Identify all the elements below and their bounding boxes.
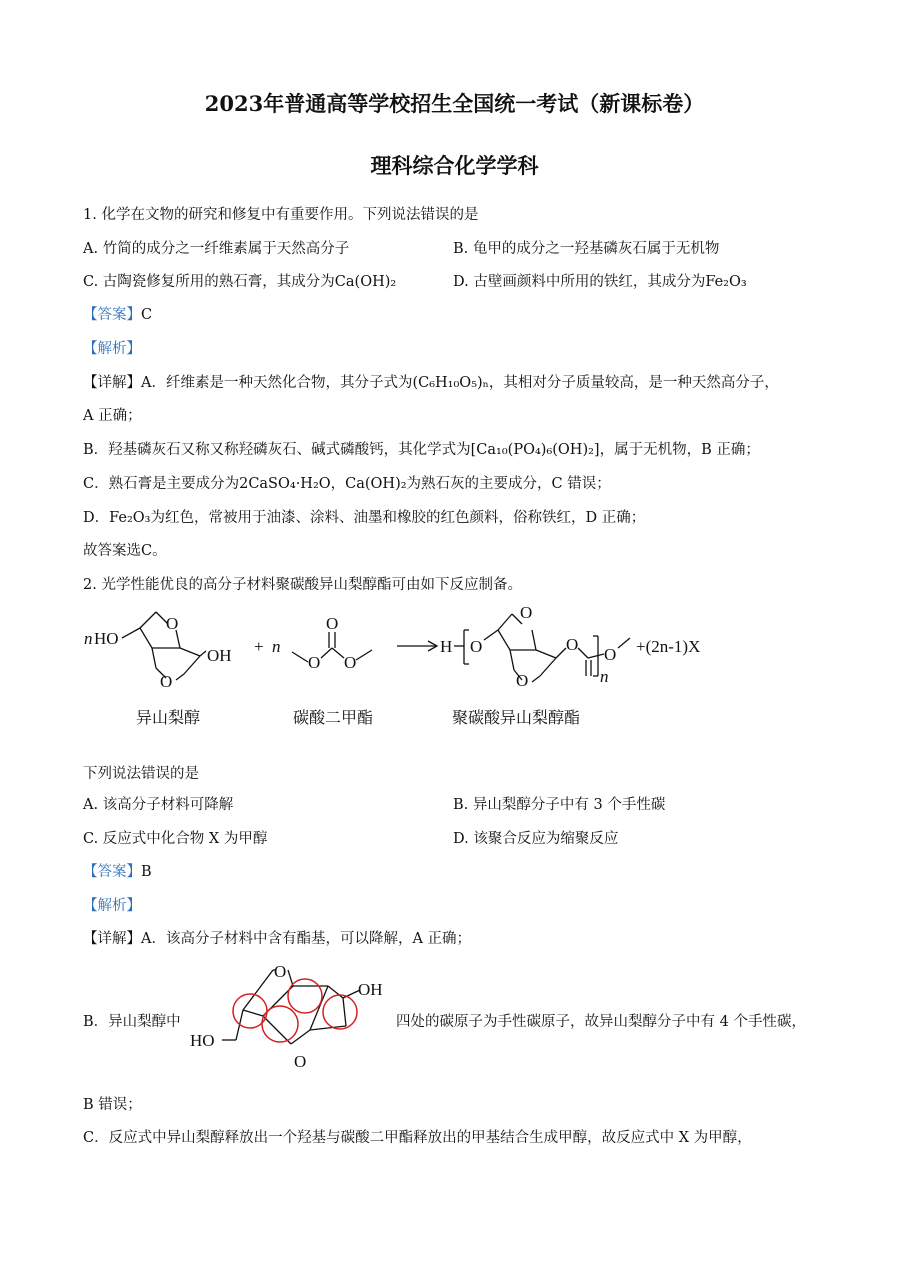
detail-tag: 【详解】 xyxy=(83,375,141,391)
q1-option-d: D. 古壁画颜料中所用的铁红，其成分为Fe₂O₃ xyxy=(453,274,747,290)
q2-detail-c: C．反应式中异山梨醇释放出一个羟基与碳酸二甲酯释放出的甲基结合生成甲醇，故反应式中 X 为甲醇， xyxy=(83,1130,752,1146)
q1-detail-5: 故答案选C。 xyxy=(83,543,167,559)
q1-detail-0: 【详解】A．纤维素是一种天然化合物，其分子式为(C₆H₁₀O₅)ₙ，其相对分子质量较高，是一种天然高分子， xyxy=(83,375,779,391)
q2-detail-a: 【详解】A．该高分子材料中含有酯基，可以降解，A 正确； xyxy=(83,931,472,947)
page-subtitle: 理科综合化学学科 xyxy=(370,153,539,178)
q2-stem: 2. 光学性能优良的高分子材料聚碳酸异山梨醇酯可由如下反应制备。 xyxy=(83,577,522,593)
q1-detail-3: C．熟石膏是主要成分为2CaSO₄·H₂O，Ca(OH)₂为熟石灰的主要成分，C 错误； xyxy=(83,476,611,492)
struct-o: O xyxy=(294,1052,307,1071)
q2-detail-b-end: B 错误； xyxy=(83,1097,142,1113)
answer-tag: 【答案】 xyxy=(83,864,141,880)
q2-question: 下列说法错误的是 xyxy=(83,766,199,782)
scheme-h: H xyxy=(440,637,453,656)
q2-detail-b-post: 四处的碳原子为手性碳原子，故异山梨醇分子中有 4 个手性碳， xyxy=(396,1014,806,1030)
scheme-o: O xyxy=(308,653,321,672)
struct-ho: HO xyxy=(190,1031,215,1050)
chiral-circle xyxy=(288,979,322,1013)
isosorbide-chiral-structure xyxy=(188,956,393,1074)
q2-answer xyxy=(83,860,152,881)
label-isosorbide: 异山梨醇 xyxy=(136,708,201,727)
scheme-n-sub: n xyxy=(600,667,609,686)
scheme-o: O xyxy=(470,637,483,656)
q1-detail-1: A 正确； xyxy=(83,408,142,424)
scheme-n1: n xyxy=(84,629,93,648)
scheme-ho: HO xyxy=(94,629,119,648)
q1-answer xyxy=(83,303,152,324)
q1-analysis-tag: 【解析】 xyxy=(83,341,141,357)
chiral-highlights xyxy=(233,979,357,1042)
scheme-o: O xyxy=(566,635,579,654)
q2-option-b: B. 异山梨醇分子中有 3 个手性碳 xyxy=(453,797,666,813)
scheme-o: O xyxy=(520,603,533,622)
q1-option-a: A. 竹简的成分之一纤维素属于天然高分子 xyxy=(83,241,350,257)
struct-oh: OH xyxy=(358,980,383,999)
q2-option-c: C. 反应式中化合物 X 为甲醇 xyxy=(83,831,268,847)
page-title: 2023年普通高等学校招生全国统一考试（新课标卷） xyxy=(204,91,705,116)
q2-analysis-tag: 【解析】 xyxy=(83,898,141,914)
scheme-plus: + xyxy=(254,637,264,656)
chiral-circle xyxy=(323,995,357,1029)
scheme-n2: n xyxy=(272,637,281,656)
q1-option-b: B. 龟甲的成分之一羟基磷灰石属于无机物 xyxy=(453,241,720,257)
answer-value: C xyxy=(141,307,153,323)
scheme-o: O xyxy=(166,614,179,633)
scheme-o: O xyxy=(516,671,529,690)
q2-option-d: D. 该聚合反应为缩聚反应 xyxy=(453,831,619,847)
chiral-circle xyxy=(262,1006,298,1042)
label-dmc: 碳酸二甲酯 xyxy=(293,708,374,727)
detail-tag: 【详解】 xyxy=(83,931,141,947)
q2-detail-b-pre: B．异山梨醇中 xyxy=(83,1014,181,1030)
q1-option-c: C. 古陶瓷修复所用的熟石膏，其成分为Ca(OH)₂ xyxy=(83,274,397,290)
q1-detail-4: D．Fe₂O₃为红色，常被用于油漆、涂料、油墨和橡胶的红色颜料，俗称铁红，D 正确； xyxy=(83,510,646,526)
label-polymer: 聚碳酸异山梨醇酯 xyxy=(452,708,581,727)
q1-stem: 1. 化学在文物的研究和修复中有重要作用。下列说法错误的是 xyxy=(83,207,479,223)
scheme-o: O xyxy=(160,672,173,691)
answer-tag: 【答案】 xyxy=(83,307,141,323)
q2-option-a: A. 该高分子材料可降解 xyxy=(83,797,234,813)
scheme-o: O xyxy=(326,614,339,633)
scheme-o: O xyxy=(604,645,617,664)
struct-o: O xyxy=(274,962,287,981)
answer-value: B xyxy=(141,864,152,880)
scheme-o: O xyxy=(344,653,357,672)
q1-detail-2: B．羟基磷灰石又称又称羟磷灰石、碱式磷酸钙，其化学式为[Ca₁₀(PO₄)₆(OH)₂]，属于无机物，B 正确； xyxy=(83,442,760,458)
scheme-byproduct: +(2n-1)X xyxy=(636,637,701,656)
scheme-oh: OH xyxy=(207,646,232,665)
